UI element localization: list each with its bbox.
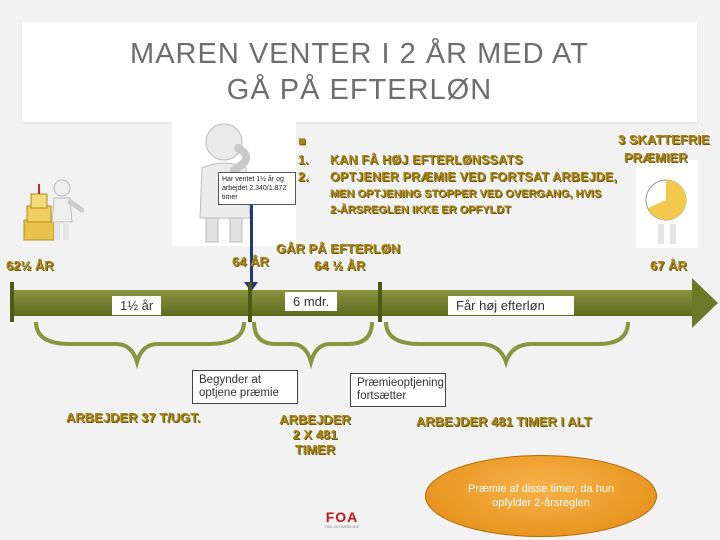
callout-premium-continues: Præmieoptjening fortsætter: [350, 373, 446, 407]
age-label-67: 67 ÅR: [650, 258, 687, 273]
clock-icon: [636, 160, 698, 248]
title-line-2: GÅ PÅ EFTERLØN: [226, 74, 493, 106]
list-item-1-number: 1.: [298, 153, 309, 167]
premium-note-text: Præmie af disse timer, da hun opfylder 2-årsreglen: [467, 483, 615, 509]
work-label-2x481-line-1: ARBEJDER: [279, 412, 351, 427]
retirement-label: GÅR PÅ EFTERLØN: [276, 241, 401, 256]
list-item-2: OPTJENER PRÆMIE VED FORTSAT ARBEJDE,: [330, 170, 618, 184]
pointing-figure-icon: [48, 178, 84, 242]
age-label-64: 64 ÅR: [232, 254, 269, 269]
work-label-37h: ARBEJDER 37 T/UGT.: [66, 410, 201, 425]
timeline-tick-64: [248, 282, 252, 322]
foa-logo-subtext: FAG OG ARBEJDE: [324, 524, 360, 529]
list-item-1: KAN FÅ HØJ EFTERLØNSSATS: [330, 153, 523, 167]
foa-logo-text: FOA: [325, 509, 359, 525]
age-label-64-5: 64 ½ ÅR: [314, 258, 366, 273]
segment-label-2: 6 mdr.: [285, 292, 337, 311]
prizes-heading-line-1: 3 SKATTEFRIE: [618, 132, 710, 147]
foa-logo: [320, 510, 364, 529]
list-item-2-continuation-2: 2-ÅRSREGLEN IKKE ER OPFYLDT: [330, 204, 511, 216]
arrow-shaft: [250, 205, 253, 285]
segment-label-1: 1½ år: [112, 296, 161, 315]
slide-title: [22, 36, 697, 108]
list-item-2-number: 2.: [298, 170, 309, 184]
work-label-2x481: [272, 412, 358, 457]
prizes-heading-line-2: PRÆMIER: [624, 150, 688, 165]
work-label-2x481-line-2: 2 X 481 TIMER: [292, 427, 338, 457]
title-line-1: MAREN VENTER I 2 ÅR MED AT: [130, 38, 589, 70]
premium-note-oval: [425, 455, 657, 537]
timeline-tick-start: [10, 282, 14, 322]
work-label-481-total: ARBEJDER 481 TIMER I ALT: [416, 414, 592, 429]
figure-note: Har ventet 1½ år og arbejdet 2.340/1.872 timer: [218, 172, 296, 205]
callout-begin-premium: Begynder at optjene præmie: [192, 370, 298, 404]
segment-label-3: Får høj efterløn: [448, 296, 574, 315]
list-item-2-continuation-1: MEN OPTJENING STOPPER VED OVERGANG, HVIS: [330, 188, 602, 200]
timeline-tick-64-5: [378, 282, 382, 322]
age-label-62-5: 62½ ÅR: [6, 258, 54, 273]
list-bullet: ■: [298, 134, 306, 148]
